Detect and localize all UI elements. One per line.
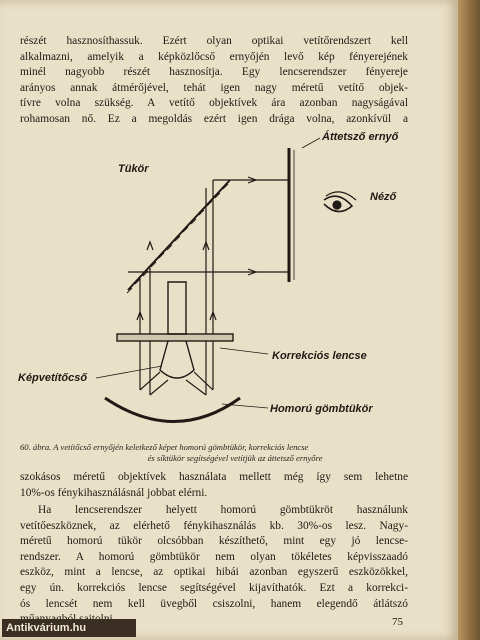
text-line: rohamosan nő. Ez a megoldás ezért igen drága volna, azonkívül a — [20, 112, 408, 125]
text-line: egy ún. korrekciós lencse segítségével kijavíthatók. Ezt a korrekci- — [20, 581, 408, 594]
paragraph-mid — [20, 470, 408, 501]
page-edge — [458, 0, 480, 640]
text-line: ós lencsét nem kell üvegből csiszolni, hanem elegendő átlátszó — [20, 597, 408, 610]
label-spherical-mirror: Homorú gömbtükör — [270, 403, 373, 415]
text-line: eszköz, mint a lencse, az optikai hibái azonban egyszerű eszközökkel, — [20, 566, 408, 579]
label-mirror: Tükör — [118, 163, 149, 175]
text-line: arányos annak átmérőjével, tehát igen nagy méretű vetítő objek- — [20, 81, 408, 94]
paragraph-bottom — [20, 503, 408, 628]
caption-line: 60. ábra. A vetítőcső ernyőjén keletkező képet homorú gömbtükör, korrekciós lencse — [20, 442, 309, 452]
watermark-logo: Antikvárium.hu — [2, 619, 136, 637]
label-screen: Áttetsző ernyő — [322, 131, 399, 143]
text-line: alkalmazni, amelyik a képközlőcső ernyőjén levő kép fényerejének — [20, 50, 408, 63]
text-line: 10%-os fénykihasználásnál jobbat elérni. — [20, 486, 208, 499]
text-line: Ha lencserendszer helyett homorú gömbtükröt használunk — [38, 504, 408, 516]
label-correction-lens: Korrekciós lencse — [272, 350, 367, 362]
text-line: méretű homorú tükör olcsóbban készíthető, mint egy jó lencse- — [20, 535, 408, 548]
label-eye: Néző — [370, 191, 397, 203]
page-number: 75 — [392, 616, 403, 628]
caption-line: és síktükör segítségével vetítjük az áttetsző ernyőre — [147, 453, 323, 463]
label-picture-tube: Képvetítőcső — [18, 372, 88, 384]
text-line: vetítőeszköznek, az elérhető fénykihasználás kb. 30%-os lesz. Nagy- — [20, 519, 408, 532]
text-line: rendszer. A homorú gömbtükör nem olyan tökéletes képvisszaadó — [20, 550, 408, 563]
figure-caption — [20, 442, 420, 464]
text-line: minél nagyobb részét hasznosítja. Egy lencserendszer fényereje — [20, 66, 408, 79]
text-line: tívre volna szükség. A vetítő objektívek ára azonban nagyságával — [20, 97, 408, 110]
text-line: szokásos méretű objektívek használata mellett még így sem lehetne — [20, 471, 408, 483]
text-line: részét hasznosíthassuk. Ezért olyan optikai vetítőrendszert kell — [20, 35, 408, 47]
